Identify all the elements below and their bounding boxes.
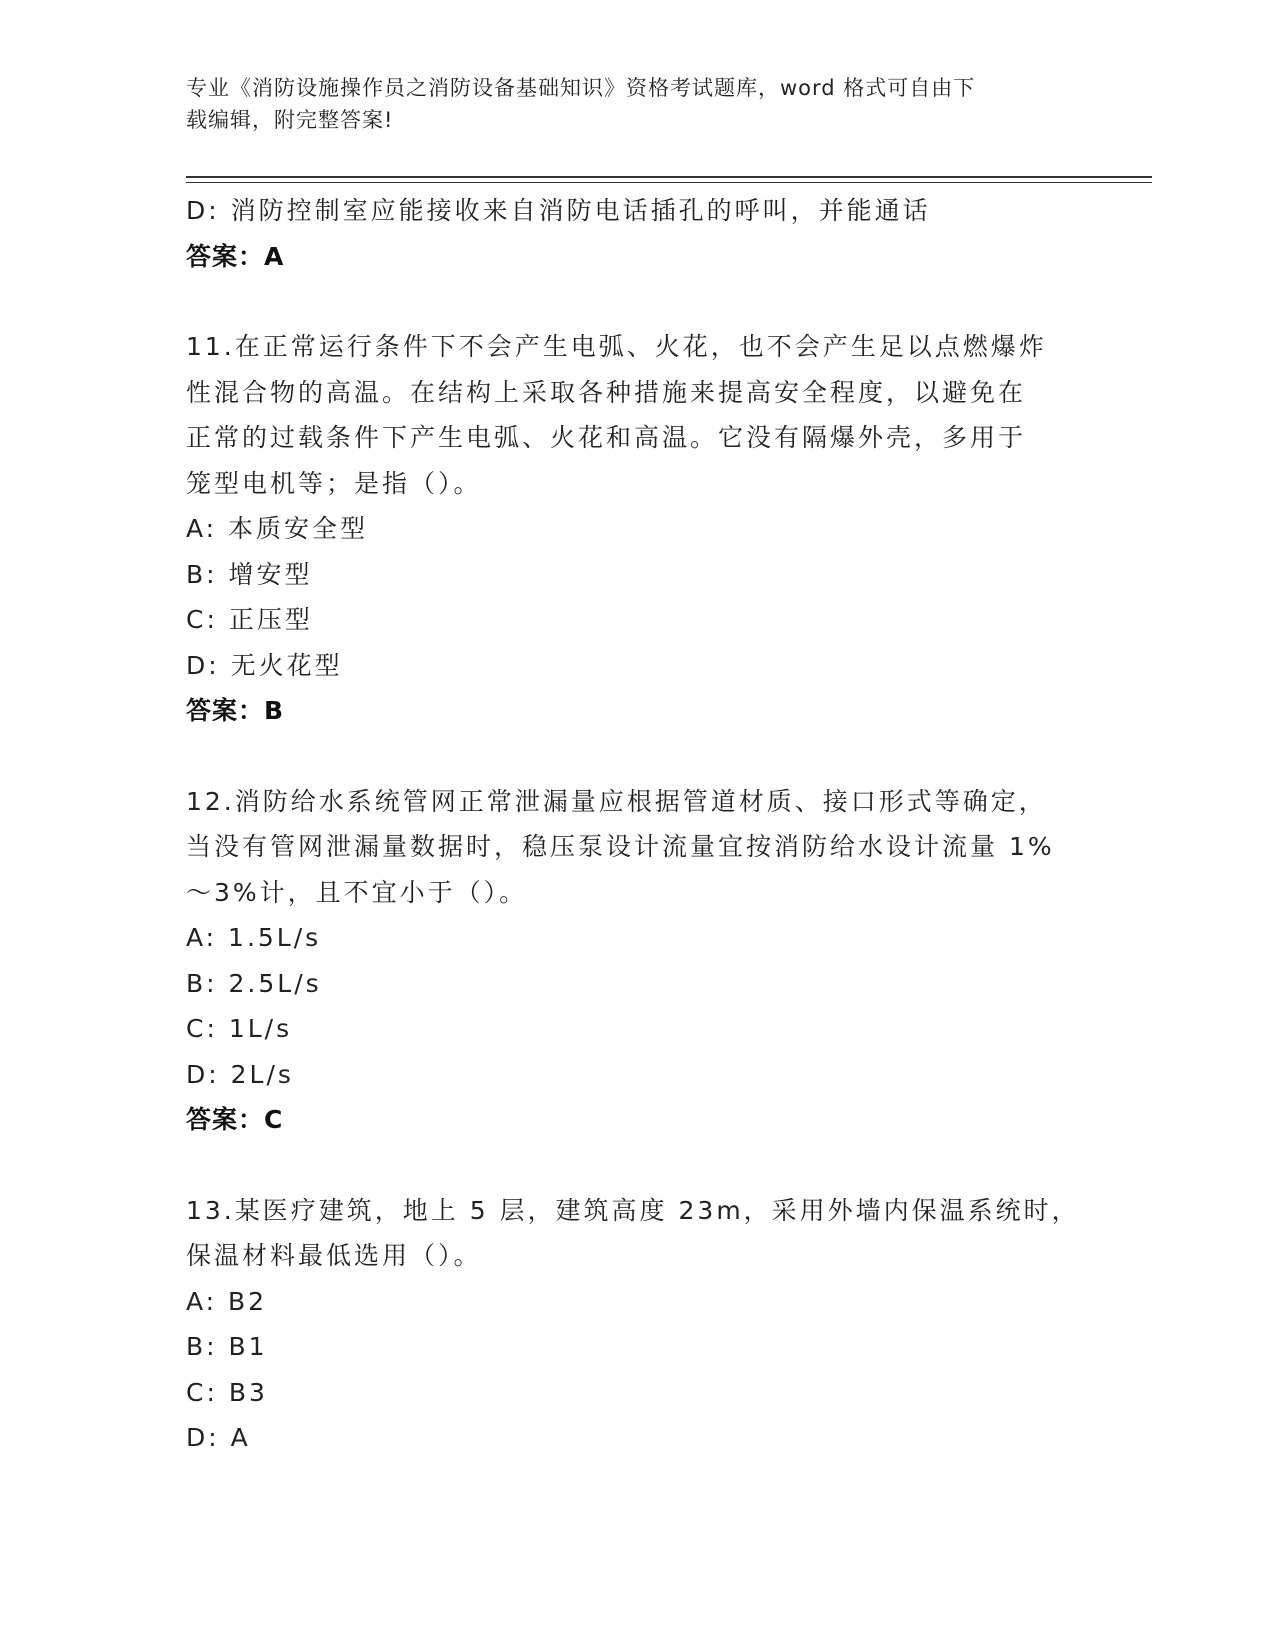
question-line: 12.消防给水系统管网正常泄漏量应根据管道材质、接口形式等确定， [186,786,1047,816]
option-c: C: B3 [186,1377,268,1407]
question-13 [186,1188,1080,1461]
option-d: D: A [186,1423,251,1452]
option-a: A: B2 [186,1286,268,1316]
question-11 [186,324,1066,734]
question-line: 11.在正常运行条件下不会产生电弧、火花，也不会产生足以点燃爆炸 [186,332,1047,361]
option-b: B: B1 [186,1332,268,1361]
option-b: B: 增安型 [186,559,313,589]
question-text [186,779,1066,916]
question-text [186,1188,1080,1279]
option-a: A: 本质安全型 [186,514,369,543]
question-line: 保温材料最低选用（）。 [186,1241,482,1270]
header-line-1: 专业《消防设施操作员之消防设备基础知识》资格考试题库，word 格式可自由下 [186,76,976,100]
answer-label: 答案：A [186,241,285,271]
question-line: 性混合物的高温。在结构上采取各种措施来提高安全程度，以避免在 [186,377,1027,407]
question-12 [186,779,1066,1143]
question-line: 13.某医疗建筑，地上 5 层，建筑高度 23m，采用外墙内保温系统时， [186,1195,1080,1225]
option-b: B: 2.5L/s [186,968,322,998]
prev-question-tail [186,188,1066,279]
answer-label: 答案：C [186,1105,284,1134]
option-d: D: 2L/s [186,1059,294,1089]
option-c: C: 正压型 [186,605,313,634]
question-line: 正常的过载条件下产生电弧、火花和高温。它没有隔爆外壳，多用于 [186,423,1027,452]
question-line: 当没有管网泄漏量数据时，稳压泵设计流量宜按消防给水设计流量 1% [186,832,1055,861]
option-d: D: 消防控制室应能接收来自消防电话插孔的呼叫，并能通话 [186,196,931,225]
option-d: D: 无火花型 [186,650,343,680]
spacer [186,279,1066,324]
answer-label: 答案：B [186,696,285,725]
header-line-2: 载编辑，附完整答案! [186,108,394,132]
spacer [186,1143,1066,1188]
question-line: 笼型电机等；是指（）。 [186,468,482,498]
question-content [186,188,1080,1461]
question-line: ～3%计，且不宜小于（）。 [186,877,528,907]
option-a: A: 1.5L/s [186,923,322,952]
header-divider-thick [186,176,1152,178]
header-divider-thin [186,182,1152,183]
question-text [186,324,1066,506]
spacer [186,734,1066,779]
option-c: C: 1L/s [186,1014,293,1043]
document-header [186,72,1066,136]
